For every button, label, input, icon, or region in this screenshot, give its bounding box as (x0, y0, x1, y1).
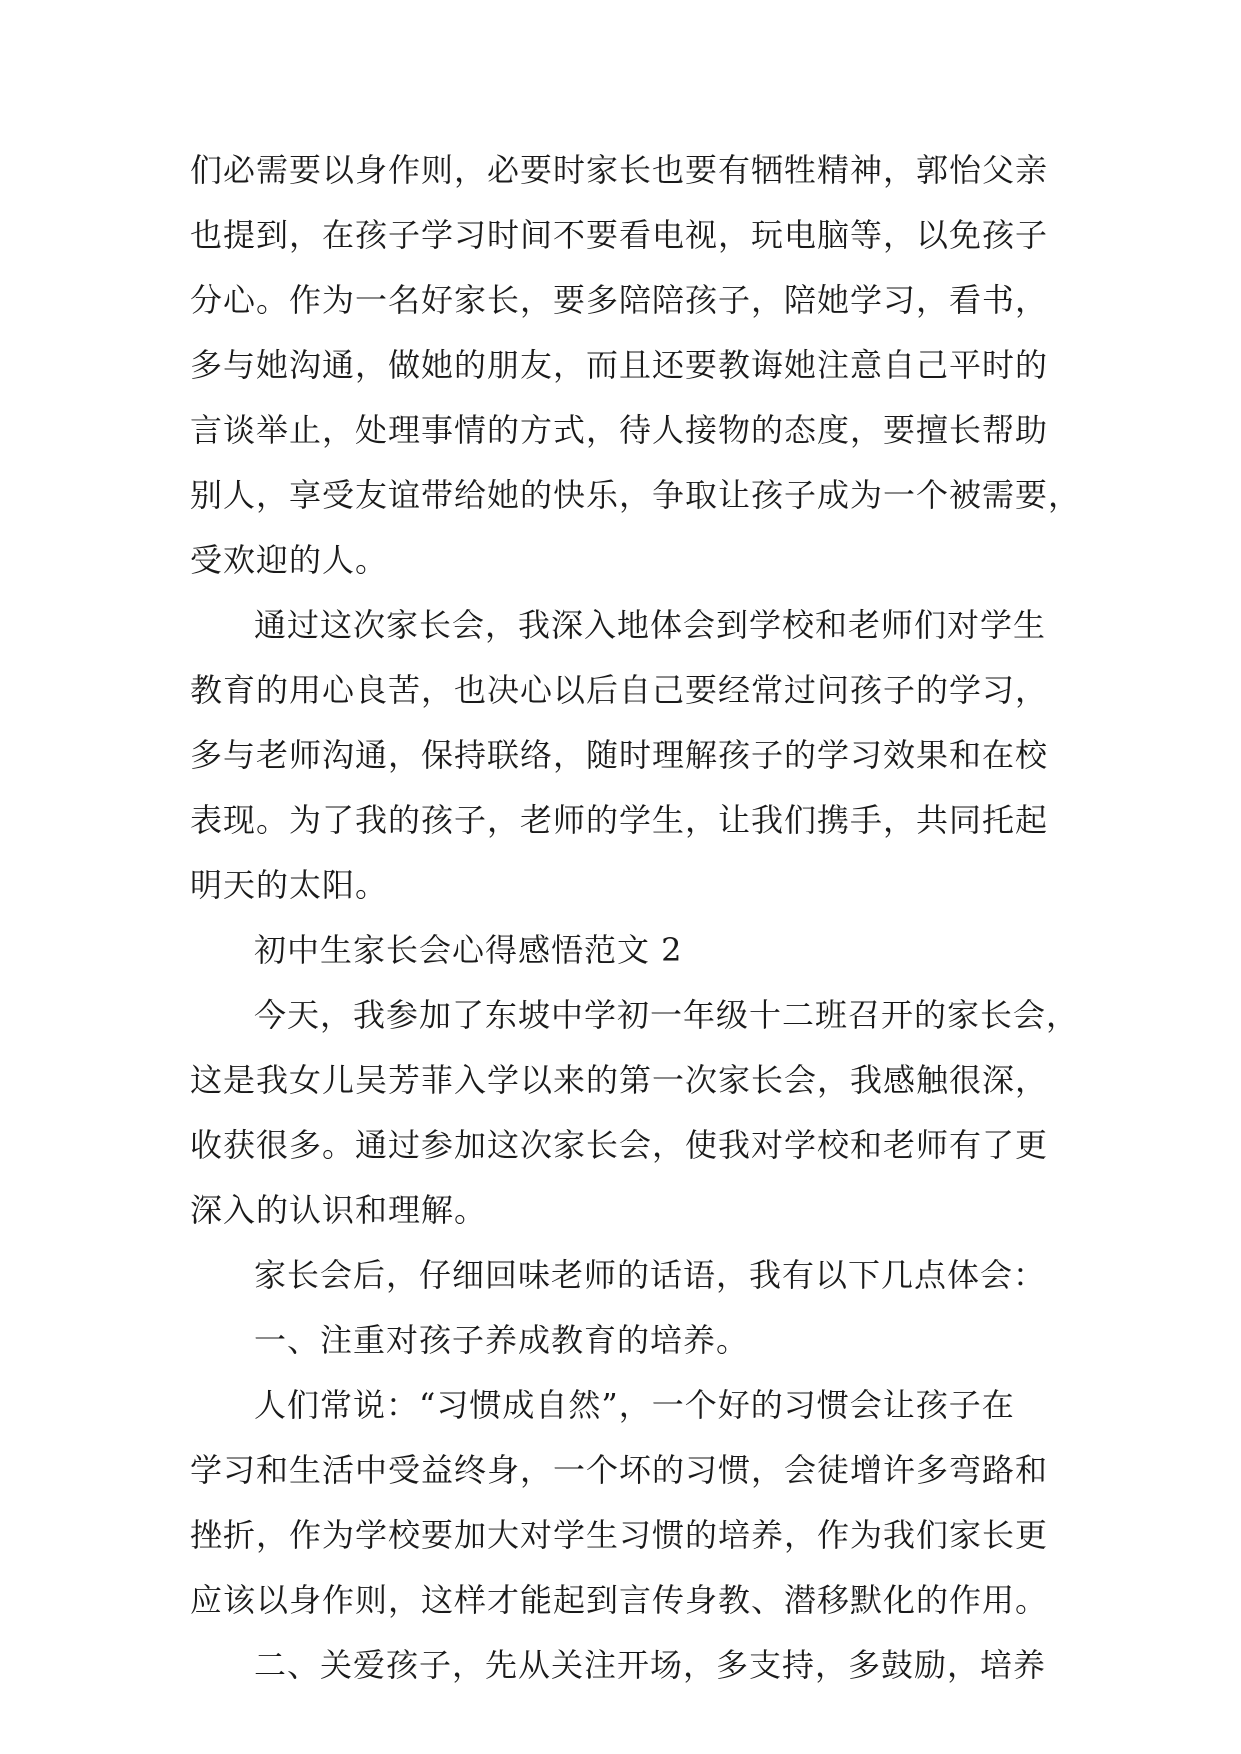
paragraph-start-line: 二、关爱孩子，先从关注开场，多支持，多鼓励，培养 (254, 1646, 1047, 1684)
text-line: 学习和生活中受益终身，一个坏的习惯，会徒增许多弯路和 (190, 1451, 1049, 1489)
text-line: 教育的用心良苦，也决心以后自己要经常过问孩子的学习， (190, 671, 1049, 709)
text-line: 言谈举止，处理事情的方式，待人接物的态度，要擅长帮助 (190, 411, 1049, 449)
paragraph-start-line: 今天，我参加了东坡中学初一年级十二班召开的家长会， (254, 996, 1080, 1034)
paragraph-start-line: 人们常说：“习惯成自然”，一个好的习惯会让孩子在 (254, 1386, 1015, 1424)
text-line: 这是我女儿吴芳菲入学以来的第一次家长会，我感触很深， (190, 1061, 1049, 1099)
text-line: 明天的太阳。 (190, 866, 389, 904)
text-line: 表现。为了我的孩子，老师的学生，让我们携手，共同托起 (190, 801, 1049, 839)
paragraph-start-line: 一、注重对孩子养成教育的培养。 (254, 1321, 750, 1359)
text-line: 别人，享受友谊带给她的快乐，争取让孩子成为一个被需要， (190, 476, 1082, 514)
text-line: 挫折，作为学校要加大对学生习惯的培养，作为我们家长更 (190, 1516, 1049, 1554)
text-line: 们必需要以身作则，必要时家长也要有牺牲精神，郭怡父亲 (190, 151, 1049, 189)
text-line: 多与她沟通，做她的朋友，而且还要教诲她注意自己平时的 (190, 346, 1049, 384)
paragraph-start-line: 通过这次家长会，我深入地体会到学校和老师们对学生 (254, 606, 1047, 644)
text-line: 深入的认识和理解。 (190, 1191, 488, 1229)
text-line: 也提到，在孩子学习时间不要看电视，玩电脑等，以免孩子 (190, 216, 1049, 254)
text-line: 受欢迎的人。 (190, 541, 389, 579)
text-line: 分心。作为一名好家长，要多陪陪孩子，陪她学习，看书， (190, 281, 1049, 319)
section-title: 初中生家长会心得感悟范文 2 (254, 931, 683, 969)
paragraph-start-line: 家长会后，仔细回味老师的话语，我有以下几点体会： (254, 1256, 1047, 1294)
text-line: 收获很多。通过参加这次家长会，使我对学校和老师有了更 (190, 1126, 1049, 1164)
text-line: 应该以身作则，这样才能起到言传身教、潜移默化的作用。 (190, 1581, 1049, 1619)
text-line: 多与老师沟通，保持联络，随时理解孩子的学习效果和在校 (190, 736, 1049, 774)
